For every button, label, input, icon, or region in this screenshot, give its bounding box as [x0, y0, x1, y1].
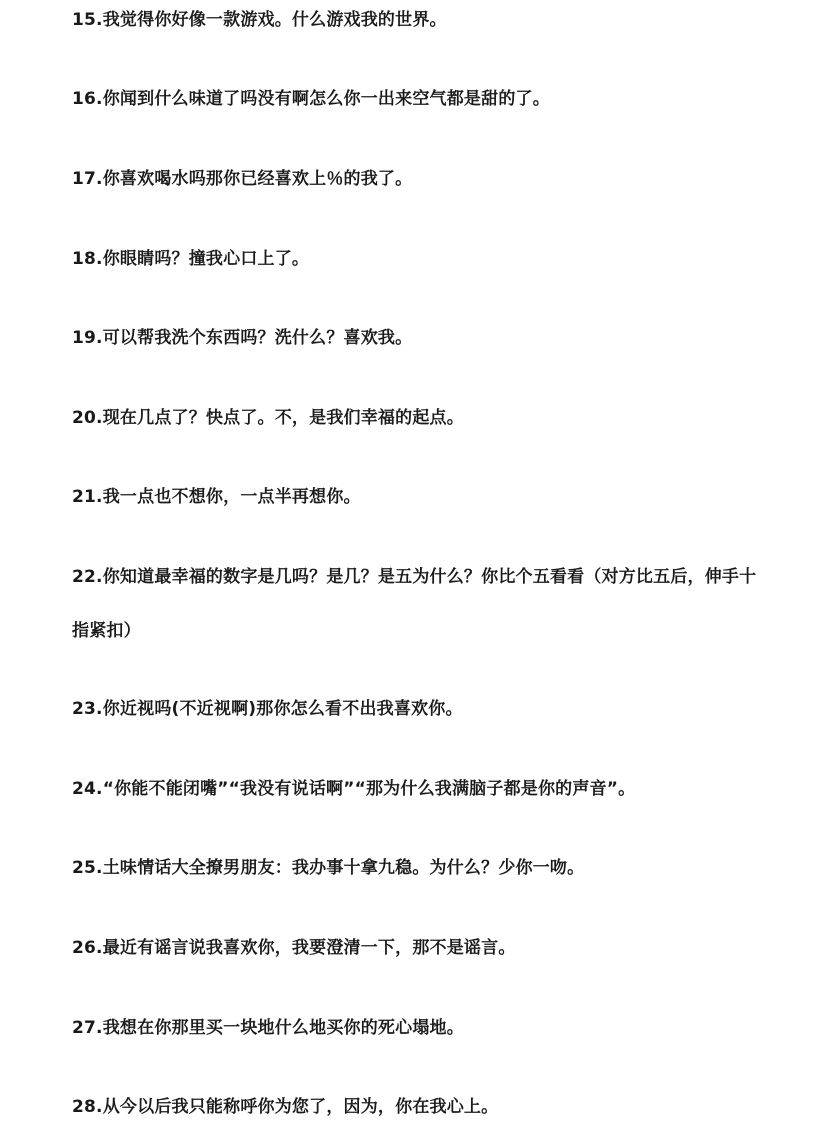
item-25: 25.土味情话大全撩男朋友：我办事十拿九稳。为什么？少你一吻。	[72, 858, 585, 878]
item-17: 17.你喜欢喝水吗那你已经喜欢上％的我了。	[72, 169, 413, 189]
item-24: 24.“你能不能闭嘴”“我没有说话啊”“那为什么我满脑子都是你的声音”。	[72, 779, 636, 799]
item-28: 28.从今以后我只能称呼你为您了，因为，你在我心上。	[72, 1097, 499, 1117]
item-21: 21.我一点也不想你，一点半再想你。	[72, 487, 361, 507]
item-18: 18.你眼睛吗？撞我心口上了。	[72, 249, 310, 269]
item-19: 19.可以帮我洗个东西吗？洗什么？喜欢我。	[72, 328, 413, 348]
item-20: 20.现在几点了？快点了。不，是我们幸福的起点。	[72, 408, 464, 428]
item-22: 22.你知道最幸福的数字是几吗？是几？是五为什么？你比个五看看（对方比五后，伸手十	[72, 567, 757, 587]
item-16: 16.你闻到什么味道了吗没有啊怎么你一出来空气都是甜的了。	[72, 89, 550, 109]
item-15: 15.我觉得你好像一款游戏。什么游戏我的世界。	[72, 10, 447, 30]
item-23: 23.你近视吗(不近视啊)那你怎么看不出我喜欢你。	[72, 699, 463, 719]
item-27: 27.我想在你那里买一块地什么地买你的死心塌地。	[72, 1018, 464, 1038]
item-26: 26.最近有谣言说我喜欢你，我要澄清一下，那不是谣言。	[72, 938, 516, 958]
item-22-continuation: 指紧扣）	[72, 621, 141, 641]
